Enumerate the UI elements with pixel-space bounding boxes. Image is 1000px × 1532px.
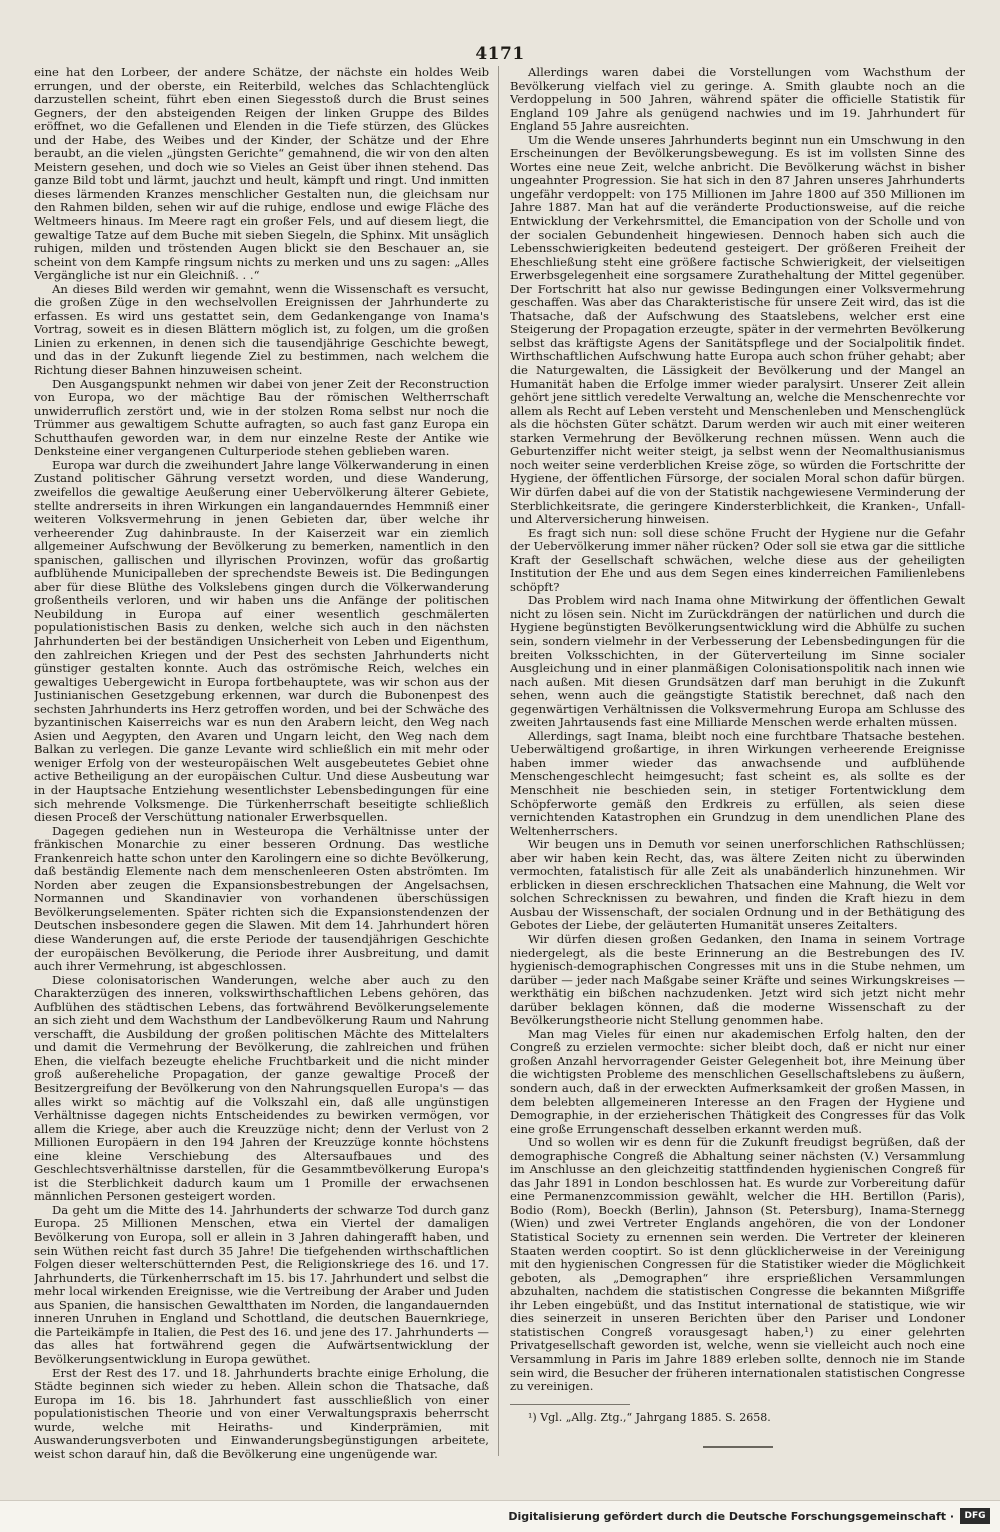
paragraph: An dieses Bild werden wir gemahnt, wenn die Wissenschaft es versucht, die großen Züge in den wechselvollen Ereignissen der Jahrhunderte zu erfassen. Es wird uns gestattet sein, dem Gedankengange von Inama's Vortrag, soweit es in diesen Blättern möglich ist, zu folgen, um die großen Linien zu erkennen, in denen sich die tausendjährige Geschichte bewegt, und das in der Zukunft liegende Ziel zu bestimmen, nach welchem die Richtung dieser Bahnen hinzuweisen scheint. bbox=[34, 281, 489, 378]
funding-credit: Digitalisierung gefördert durch die Deutsche Forschungsgemeinschaft · bbox=[508, 1510, 954, 1523]
paragraph: Und so wollen wir es denn für die Zukunft freudigst begrüßen, daß der demographische Congreß die Abhaltung seiner nächsten (V.) Versammlung im Anschlusse an den gleichzeitig stattfindenden hygienischen Congreß für das Jahr 1891 in London beschlossen hat. Es wurde zur Vorbereitung dafür eine Permanenzcommission gewählt, welcher die HH. Bertillon (Paris), Bodio (Rom), Boeckh (Berlin), Jahnson (St. Petersburg), Inama-Sternegg (Wien) und zwei Vertreter Englands angehören, die von der Londoner Statistical Society zu ernennen sein werden. Die Vertreter der kleineren Staaten werden cooptirt. So ist denn glücklicherweise in der Vereinigung mit den hygienischen Congressen für die Statistiker wieder die Möglichkeit geboten, als „Demographen“ ihre ersprießlichen Versammlungen abzuhalten, nachdem die statistischen Congresse die bekannten Mißgriffe ihr Leben eingebüßt, und das Institut international de statistique, wie wir dies seinerzeit in unseren Berichten über den Pariser und Londoner statistischen Congreß vorausgesagt haben,¹) zu einer gelehrten Privatgesellschaft geworden ist, welche, wenn sie vielleicht auch noch eine Versammlung in Paris im Jahre 1889 erleben sollte, dennoch nie im Stande sein wird, die Besucher der früheren internationalen statistischen Congresse zu vereinigen. bbox=[510, 1135, 965, 1394]
paragraph: Wir beugen uns in Demuth vor seinen unerforschlichen Rathschlüssen; aber wir haben kein Recht, das, was ältere Zeiten nicht zu überwinden vermochten, fatalistisch für alle Zeit als unabänderlich hinzunehmen. Wir erblicken in diesen erschrecklichen Thatsachen eine Mahnung, die Welt vor solchen Schrecknissen zu bewahren, und finden die Kraft hiezu in dem Ausbau der Wissenschaft, der socialen Ordnung und in der Bethätigung des Gebotes der Liebe, der geläuterten Humanität unseres Zeitalters. bbox=[510, 837, 965, 933]
paragraph: Allerdings waren dabei die Vorstellungen vom Wachsthum der Bevölkerung vielfach viel zu geringe. A. Smith glaubte noch an die Verdoppelung in 500 Jahren, während später die officielle Statistik für England 109 Jahre als genügend nachwies und im 19. Jahrhundert für England 55 Jahre ausreichten. bbox=[510, 66, 965, 134]
paragraph: Das Problem wird nach Inama ohne Mitwirkung der öffentlichen Gewalt nicht zu lösen sein. Nicht im Zurückdrängen der natürlichen und durch die Hygiene begünstigten Bevölkerungsentwicklung wird die Abhülfe zu suchen sein, sondern vielmehr in der Verbesserung der Lebensbedingungen für die breiten Volksschichten, in der Güterverteilung im Sinne socialer Ausgleichung und in einer planmäßigen Colonisationspolitik nach innen wie nach außen. Mit diesen Grundsätzen darf man beruhigt in die Zukunft sehen, wenn auch die geängstigte Statistik berechnet, daß nach den gegenwärtigen Verhältnissen die Volksvermehrung Europa am Schlusse des zweiten Jahrtausends fast eine Milliarde Menschen werde erhalten müssen. bbox=[510, 593, 965, 730]
paragraph: Um die Wende unseres Jahrhunderts beginnt nun ein Umschwung in den Erscheinungen der Bevölkerungsbewegung. Es ist im vollsten Sinne des Wortes eine neue Zeit, welche anbricht. Die Bevölkerung wächst in bisher ungeahnter Progression. Sie hat sich in den 87 Jahren unseres Jahrhunderts ungefähr verdoppelt: von 175 Millionen im Jahre 1800 auf 350 Millionen im Jahre 1887. Man hat auf die veränderte Productionsweise, auf die reiche Entwicklung der Verkehrsmittel, die Emancipation von der Scholle und von der socialen Gebundenheit hingewiesen. Dennoch haben sich auch die Lebensschwierigkeiten bedeutend gesteigert. Der größeren Freiheit der Eheschließung steht eine größere factische Schwierigkeit, der vielseitigen Erwerbsgelegenheit eine sorgsamere Zurathehaltung der Mittel gegenüber. Der Fortschritt hat also nur gewisse Bedingungen einer Volksvermehrung geschaffen. Was aber das Charakteristische für unsere Zeit wird, das ist die Thatsache, daß der Aufschwung des Staatslebens, welcher erst eine Steigerung der Propagation erzeugte, später in der vermehrten Bevölkerung selbst das kräftigste Agens der Sanitätspflege und der Socialpolitik findet. Wirthschaftlichen Aufschwung hatte Europa auch schon früher gehabt; aber die Naturgewalten, die Lässigkeit der Bevölkerung und der Mangel an Humanität haben die Erfolge immer wieder paralysirt. Unserer Zeit allein gehört jene sittlich veredelte Verwaltung an, welche die Menschenrechte vor allem als Recht auf Leben versteht und Menschenleben und Menschenglück als die höchsten Güter schätzt. Darum werden wir auch mit einer weiteren starken Vermehrung der Bevölkerung rechnen müssen. Wenn auch die Geburtenziffer nicht weiter steigt, ja selbst wenn der Neomalthusianismus noch weiter seine verderblichen Kreise zöge, so würden die Fortschritte der Hygiene, der öffentlichen Fürsorge, der socialen Moral schon dafür bürgen. Wir dürfen dabei auf die von der Statistik nachgewiesene Verminderung der Sterblichkeitsrate, die geringere Kindersterblichkeit, die Kranken-, Unfall- und Alterversicherung hinweisen. bbox=[510, 132, 965, 527]
paragraph: Dagegen gediehen nun in Westeuropa die Verhältnisse unter der fränkischen Monarchie zu einer besseren Ordnung. Das westliche Frankenreich hatte schon unter den Karolingern eine so dichte Bevölkerung, daß beständig Elemente nach dem menschenleeren Osten abströmten. Im Norden aber zeugen die Expansionsbestrebungen der Angelsachsen, Normannen und Skandinavier von vorhandenen überschüssigen Bevölkerungselementen. Später richten sich die Expansionstendenzen der Deutschen insbesondere gegen die Slawen. Mit dem 14. Jahrhundert hören diese Wanderungen auf, die erste Periode der tausendjährigen Geschichte der europäischen Bevölkerung, die Periode ihrer Ausbreitung, und damit auch ihrer Vermehrung, ist abgeschlossen. bbox=[34, 823, 489, 974]
paragraph: Allerdings, sagt Inama, bleibt noch eine furchtbare Thatsache bestehen. Ueberwältigend großartige, in ihren Wirkungen verheerende Ereignisse haben immer wieder das anwachsende und aufblühende Menschengeschlecht heimgesucht; fast scheint es, als sollte es der Menschheit nie beschieden sein, in stetiger Fortentwicklung dem Schöpferworte gemäß den Erdkreis zu erfüllen, als seien diese vernichtenden Katastrophen ein Grundzug in dem unendlichen Plane des Weltenherrschers. bbox=[510, 728, 965, 838]
footnote: ¹) Vgl. „Allg. Ztg.,“ Jahrgang 1885. S. 2658. bbox=[528, 1410, 771, 1424]
dfg-logo: DFG bbox=[960, 1508, 990, 1524]
left-column bbox=[34, 66, 489, 1476]
digitization-footer bbox=[0, 1500, 1000, 1532]
paragraph: Diese colonisatorischen Wanderungen, welche aber auch zu den Charakterzügen des inneren, volkswirthschaftlichen Lebens gehören, das Aufblühen des städtischen Lebens, das fortwährend Bevölkerungselemente an sich zieht und dem Wachsthum der Landbevölkerung Raum und Nahrung verschafft, die Ausbildung der großen politischen Mächte des Mittelalters und damit die Vermehrung der Bevölkerung, die zahlreichen und frühen Ehen, die vielfach bezeugte eheliche Fruchtbarkeit und die nicht minder groß außereheliche Propagation, der ganze gewaltige Proceß der Besitzergreifung der Bevölkerung von den Nahrungsquellen Europa's — das alles wirkt so mächtig auf die Volkszahl ein, daß alle ungünstigen Verhältnisse dagegen nichts Entscheidendes zu bewirken vermögen, vor allem die Kriege, aber auch die Kreuzzüge nicht; denn der Verlust von 2 Millionen Europäern in den 194 Jahren der Kreuzzüge konnte höchstens eine kleine Verschiebung des Altersaufbaues und des Geschlechtsverhältnisse darstellen, für die Gesammtbevölkerung Europa's ist die Sterblichkeit dadurch kaum um 1 Promille der erwachsenen männlichen Personen gesteigert worden. bbox=[34, 972, 489, 1204]
end-rule bbox=[703, 1446, 773, 1448]
paragraph: Da geht um die Mitte des 14. Jahrhunderts der schwarze Tod durch ganz Europa. 25 Millionen Menschen, etwa ein Viertel der damaligen Bevölkerung von Europa, soll er allein in 3 Jahren dahingerafft haben, und sein Wüthen reicht fast durch 35 Jahre! Die tiefgehenden wirthschaftlichen Folgen dieser welterschütternden Pest, die Religionskriege des 16. und 17. Jahrhunderts, die Türkenherrschaft im 15. bis 17. Jahrhundert und selbst die mehr local wirkenden Ereignisse, wie die Vertreibung der Araber und Juden aus Spanien, die hansischen Gewaltthaten im Norden, die langandauernden inneren Unruhen in England und Schottland, die deutschen Bauernkriege, die Parteikämpfe in Italien, die Pest des 16. und jene des 17. Jahrhunderts — das alles hat fortwährend gegen die Aufwärtsentwicklung der Bevölkerungsentwicklung in Europa gewüthet. bbox=[34, 1202, 489, 1366]
paragraph: Erst der Rest des 17. und 18. Jahrhunderts brachte einige Erholung, die Städte beginnen sich wieder zu heben. Allein schon die Thatsache, daß Europa im 16. bis 18. Jahrhundert fast ausschließlich von einer populationistischen Theorie und von einer Verwaltungspraxis beherrscht wurde, welche mit Heiraths- und Kinderprämien, mit Auswanderungsverboten und Einwanderungsbegünstigungen arbeitete, weist schon darauf hin, daß die Bevölkerung eine ungenügende war. bbox=[34, 1365, 489, 1461]
paragraph: Es fragt sich nun: soll diese schöne Frucht der Hygiene nur die Gefahr der Uebervölkerung immer näher rücken? Oder soll sie etwa gar die sittliche Kraft der Gesellschaft schwächen, welche diese aus der geheiligten Institution der Ehe und aus dem Segen eines kinderreichen Familienlebens schöpft? bbox=[510, 525, 965, 594]
paragraph: Man mag Vieles für einen nur akademischen Erfolg halten, den der Congreß zu erzielen vermochte: sicher bleibt doch, daß er nicht nur einer großen Anzahl hervorragender Geister Gelegenheit bot, ihre Meinung über die wichtigsten Probleme des menschlichen Gesellschaftslebens zu äußern, sondern auch, daß in der erweckten Aufmerksamkeit der großen Massen, in dem belebten allgemeineren Interesse an den Fragen der Hygiene und Demographie, in der erzieherischen Thätigkeit des Congresses für das Volk eine große Errungenschaft desselben erkannt werden muß. bbox=[510, 1026, 965, 1136]
page-number: 4171 bbox=[475, 44, 525, 64]
right-column bbox=[510, 66, 965, 1476]
column-divider bbox=[498, 66, 499, 1456]
paragraph: Wir dürfen diesen großen Gedanken, den Inama in seinem Vortrage niedergelegt, als die beste Erinnerung an die Bestrebungen des IV. hygienisch-demographischen Congresses mit uns in die Stube nehmen, um darüber — jeder nach Maßgabe seiner Kräfte und seines Wirkungskreises — werkthätig ein bißchen nachzudenken. Jetzt wird sich jetzt nicht mehr darüber beklagen können, daß die moderne Wissenschaft zu der Bevölkerungstheorie nicht Stellung genommen habe. bbox=[510, 932, 965, 1028]
paragraph: Den Ausgangspunkt nehmen wir dabei von jener Zeit der Reconstruction von Europa, wo der mächtige Bau der römischen Weltherrschaft unwiderruflich zerstört und, wie in der stolzen Roma selbst nur noch die Trümmer aus gewaltigem Schutte aufragten, so auch fast ganz Europa ein Schutthaufen geworden war, in dem nur einzelne Reste der Antike wie Denksteine einer vergangenen Culturperiode stehen geblieben waren. bbox=[34, 376, 489, 459]
paragraph: Europa war durch die zweihundert Jahre lange Völkerwanderung in einen Zustand politischer Gährung versetzt worden, und diese Wanderung, zweifellos die gewaltige Aeußerung einer Uebervölkerung älterer Gebiete, stellte andrerseits in ihren Wirkungen ein langandauerndes Hemmniß einer weiteren Volksvermehrung in jenen Gebieten dar, über welche ihr verheerender Zug dahinbrauste. In der Kaiserzeit war ein ziemlich allgemeiner Aufschwung der Bevölkerung zu bemerken, namentlich in den spanischen, gallischen und illyrischen Provinzen, wofür das großartig aufblühende Municipalleben der sprechendste Beweis ist. Die Bedingungen aber für diese Blüthe des Volkslebens gingen durch die Völkerwanderung großentheils verloren, und wir haben uns die Anfänge der politischen Neubildung in Europa auf einer wesentlich geschmälerten populationistischen Basis zu denken, welche sich auch in den nächsten Jahrhunderten bei der beständigen Unsicherheit von Leben und Eigenthum, den zahlreichen Kriegen und der Pest des sechsten Jahrhunderts nicht günstiger gestalten konnte. Auch das oströmische Reich, welches ein gewaltiges Uebergewicht in Europa fortbehauptete, was wir schon aus der Justinianischen Gesetzgebung erkennen, war durch die Bubonenpest des sechsten Jahrhunderts ins Herz getroffen worden, und bei der Schwäche des byzantinischen Kaiserreichs war es nun den Arabern leicht, den Weg nach Asien und Aegypten, den Avaren und Ungarn leicht, den Weg nach dem Balkan zu verlegen. Die ganze Levante wird schließlich ein mit mehr oder weniger Erfolg von der westeuropäischen Welt ausgebeutetes Gebiet ohne active Betheiligung an der europäischen Cultur. Und diese Ausbeutung war in der Hauptsache Entziehung wesentlichster Lebensbedingungen für eine sich mehrende Volksmenge. Die Türkenherrschaft beseitigte schließlich diesen Proceß der Verschüttung nationaler Erwerbsquellen. bbox=[34, 457, 489, 825]
paragraph: eine hat den Lorbeer, der andere Schätze, der nächste ein holdes Weib errungen, und der oberste, ein Reiterbild, welches das Schlachtenglück darzustellen scheint, führt eben einen Siegesstoß durch die Brust seines Gegners, der den absteigenden Reigen der linken Gruppe des Bildes eröffnet, wo die Gefallenen und Elenden in die Tiefe stürzen, des Glückes und der Habe, des Weibes und der Kinder, der Schätze und der Ehre beraubt, an die vielen „jüngsten Gerichte“ gemahnend, die wir von den alten Meistern gesehen, und doch wie so Vieles an Geist über ihnen stehend. Das ganze Bild tobt und lärmt, jauchzt und heult, kämpft und ringt. Und inmitten dieses lärmenden Kranzes menschlicher Gestalten nun, die gleichsam nur den Rahmen bilden, sehen wir auf die ruhige, endlose und ewige Fläche des Weltmeers hinaus. Im Meere ragt ein großer Fels, und auf diesem liegt, die gewaltige Tatze auf dem Buche mit sieben Siegeln, die Sphinx. Mit unsäglich ruhigen, milden und tröstenden Augen blickt sie den Beschauer an, sie scheint von dem Kampfe ringsum nichts zu merken und uns zu sagen: „Alles Vergängliche ist nur ein Gleichniß. . .“ bbox=[34, 66, 489, 283]
footnote-divider bbox=[510, 1404, 630, 1405]
